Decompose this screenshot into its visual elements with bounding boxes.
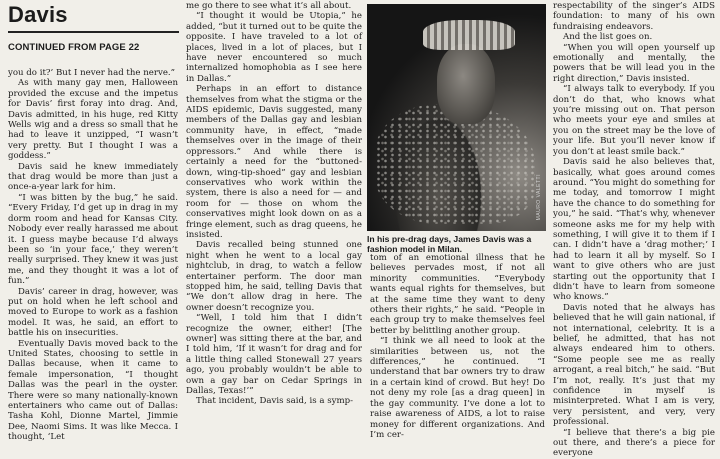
paragraph: That incident, Davis said, is a symp- [196, 396, 354, 407]
paragraph: Eventually Davis moved back to the United States, choosing to settle in Dallas because, when it came to female impersonation, “I thought Dallas was the pearl in the oyster. There were so many nationally-known entertainers who came out of Dallas: Tasha Kohl, Dionne Martel, Jimmie Dee, Naomi Sims. It was like Mecca. I thought, ‘Let [8, 338, 178, 443]
paragraph: Davis recalled being stunned one night when he went to a local gay nightclub, in drag, to watch a fellow entertainer perform. The door man stopped him, he said, telling Davis that “We don’t allow drag in here. The owner doesn’t recognize you. [186, 240, 362, 313]
title-rule [8, 31, 179, 33]
portrait-photo [367, 4, 546, 231]
paragraph: Davis said he knew immediately that drag would be more than just a once-a-year lark for him. [8, 161, 178, 193]
paragraph: tom of an emotional illness that he believes pervades most, if not all minority communities. “Everybody wants equal rights for themselves, but at the same time they want to deny others their rights,” he said. “People in each group try to make themselves feel better by belittling another group. [370, 253, 545, 336]
paragraph: “I think we all need to look at the similarities between us, not the differences,” he continued. “I understand that bar owners try to draw in a certain kind of crowd. But hey! Do not deny my role [as a drag queen] in the gay community. I’ve done a lot to raise awareness of AIDS, a lot to raise money for different organizations. And I’m cer- [370, 336, 545, 440]
paragraph: As with many gay men, Halloween provided the excuse and the impetus for Davis’ first foray into drag. And, Davis admitted, in his huge, red Kitty Wells wig and a dress so small that he had to leave it unzipped, “I wasn’t very pretty. But I thought I was a goddess.” [8, 78, 178, 162]
photo-credit: MAURO VALETTI [536, 174, 542, 221]
article-title: Davis [8, 2, 68, 27]
text-column-4 [553, 1, 715, 459]
paragraph: “I believe that there’s a big pie out there, and there’s a piece for everyone [553, 427, 715, 459]
paragraph: me go there to see what it’s all about. [186, 1, 352, 11]
paragraph: respectability of the singer’s AIDS foundation: to many of his own fundraising endeavors. [553, 1, 715, 32]
paragraph: Davis’ career in drag, however, was put on hold when he left school and moved to Europe to work as a fashion model. It was, he said, an effort to battle his on insecurities. [8, 286, 178, 339]
headband [423, 20, 515, 50]
paragraph: Davis said he also believes that, basically, what goes around comes around. “You might do something for me today, and tomorrow I might have the chance to do something for you,” he said. “That’s why, whenever someone asks me for my help with something, I will give it to them if I can. I didn’t have a ‘drag mother;’ I had to learn it all by myself. So I want to give others who are just starting out the opportunity that I didn’t have to learn from someone who knows.” [553, 157, 715, 303]
paragraph: Davis noted that he always has believed that he will gain national, if not international, celebrity. It is a belief, he admitted, that has not always endeared him to others. “Some people see me as really arrogant, a real bitch,” he said. “But I’m not, really. It’s just that my confidence in myself is misinterpreted. What I am is very, very persistent, and very, very professional. [553, 302, 715, 428]
paragraph: “I thought it would be Utopia,” he added, “but it turned out to be quite the opposite. I have traveled to a lot of places, lived in a lot of places, but I have never encountered so much internalized homophobia as I see here in Dallas.” [186, 11, 362, 84]
paragraph: you do it?’ But I never had the nerve.” [8, 68, 176, 78]
text-column-2 [186, 1, 362, 407]
text-column-3 [370, 253, 545, 440]
photo-caption: In his pre-drag days, James Davis was a fashion model in Milan. [367, 234, 532, 255]
paragraph: “I was bitten by the bug,” he said. “Every Friday, I’d get up in drag in my dorm room and head for Kansas City. Nobody ever really harassed me about it. I guess maybe because I’d always been so ‘in your face,’ they weren’t really surprised. They knew it was just me, and they thought it was a lot of fun.” [8, 192, 178, 287]
paragraph: Perhaps in an effort to distance themselves from what the stigma or the AIDS epidemic, Davis suggested, many members of the Dallas gay and lesbian community have, in effect, “made themselves over in the image of their oppressors.” And while there is certainly a need for the “buttoned-down, wing-tip-shoed” gay and lesbian conservatives who work within the system, there is also a need for — and room for — those on whom the conservatives might look down on as a fringe element, such as drag queens, he insisted. [186, 84, 362, 240]
paragraph: And the list goes on. [563, 32, 653, 43]
paragraph: “When you will open yourself up emotionally and mentally, the powers that be will lead you in the right direction,” Davis insisted. [553, 42, 715, 84]
paragraph: “Well, I told him that I didn’t recognize the owner, either! [The owner] was sitting there at the bar, and I told him, ‘If it wasn’t for drag and for a little thing called Stonewall 27 years ago, you probably wouldn’t be able to own a gay bar on Cedar Springs in Dallas, Texas!’” [186, 313, 362, 397]
continued-label: CONTINUED FROM PAGE 22 [8, 42, 140, 53]
text-column-1 [8, 68, 178, 443]
model-face [437, 44, 495, 124]
paragraph: “I always talk to everybody. If you don’t do that, who knows what you’re missing out on. That person who meets your eye and smiles at you on the street may be the love of your life. But you’ll never know if you don’t at least smile back.” [553, 84, 715, 157]
